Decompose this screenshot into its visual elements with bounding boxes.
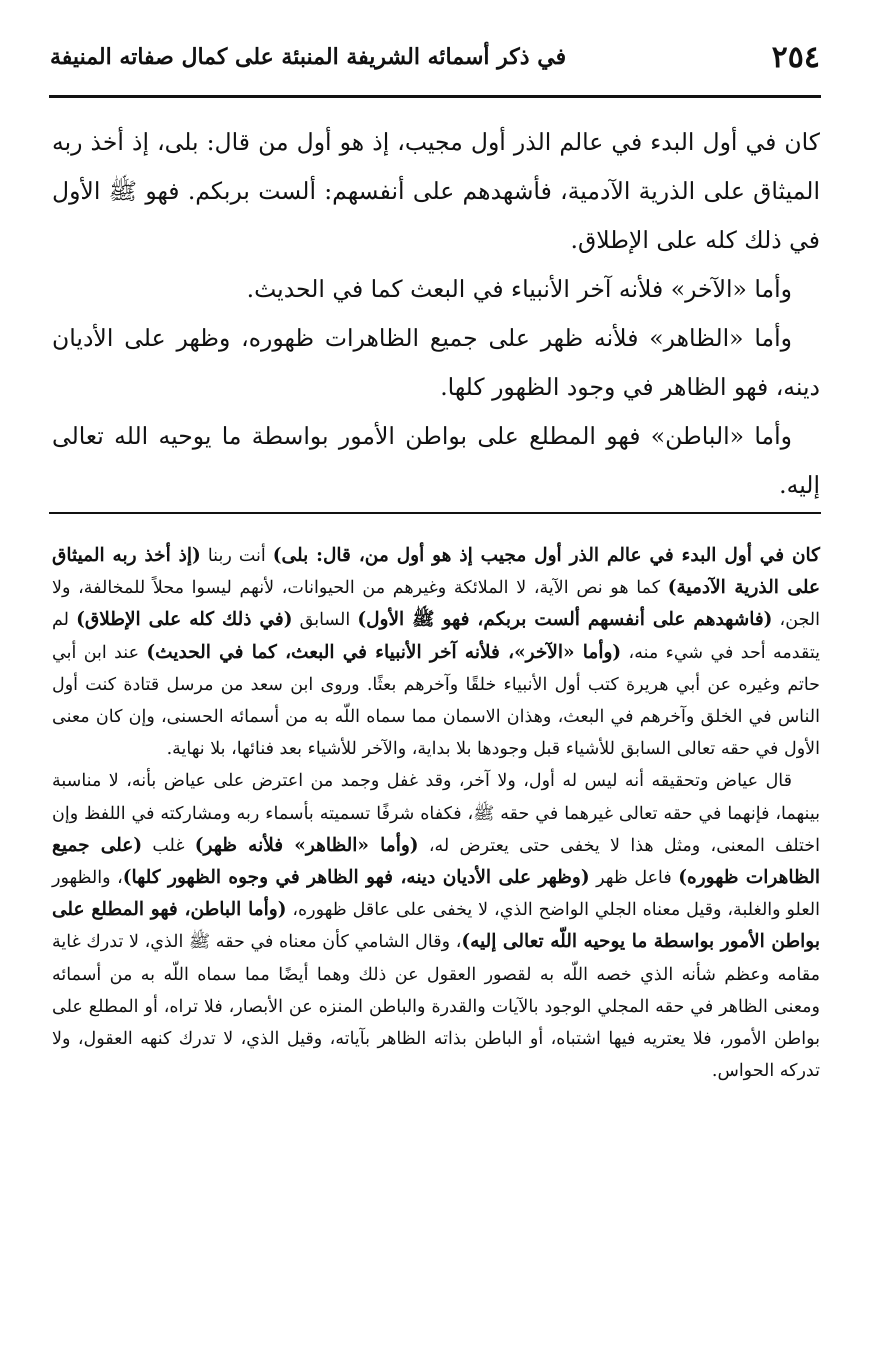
- quoted-main-text: كان في أول البدء في عالم الذر أول مجيب إذ هو أول من، قال: بلى): [272, 545, 820, 566]
- quoted-main-text: (وأما «الظاهر» فلأنه ظهر): [194, 834, 419, 856]
- main-paragraph: وأما «الآخر» فلأنه آخر الأنبياء في البعث كما في الحديث.: [246, 275, 792, 303]
- quoted-main-text: (فاشهدهم على أنفسهم ألست بربكم، فهو ﷺ الأول): [357, 609, 773, 631]
- commentary-text: ، وقال الشامي كأن معناه في حقه ﷺ الذي، لا تدرك غاية مقامه وعظم شأنه الذي خصه اللّه به لقصور العقول عن ذلك وهما أيضًا مما سماه اللّه به من أسمائه ومعنى الظاهر في حقه المجلي الوجود بالآيات والقدرة والباطن المنزه عن الأبصار، فلا تراه، أو المطلع على بواطن الأمور، فلا يعتريه فيها اشتباه، أو الباطن بذاته الظاهر بآياته، وقيل الذي، لا تدرك كنهه العقول، ولا تدركه الحواس.: [52, 932, 820, 1082]
- commentary-text: لم يتقدمه أحد في شيء منه،: [52, 610, 820, 663]
- commentary-text: عند ابن أبي حاتم وغيره عن أبي هريرة كتب أول الأنبياء خلقًا وآخرهم بعثًا. وروى ابن سعد من مرسل قتادة كنت أول الناس في الخلق وآخرهم في البعث، وهذان الاسمان مما سماه اللّه به من أسمائه الحسنى، وإن كان معنى الأول في حقه تعالى السابق للأشياء قبل وجودها بلا بداية، والآخر للأشياء بعد فنائها، بلا نهاية.: [52, 642, 820, 760]
- quoted-main-text: (وأما «الآخر»، فلأنه آخر الأنبياء في البعث، كما في الحديث): [146, 641, 622, 663]
- commentary-text: السابق: [292, 610, 358, 631]
- running-title: في ذكر أسمائه الشريفة المنبئة على كمال صفاته المنيفة: [50, 44, 567, 70]
- commentary-paragraph: [52, 765, 820, 1087]
- main-paragraph: وأما «الظاهر» فلأنه ظهر على جميع الظاهرات ظهوره، وظهر على الأديان دينه، فهو الظاهر في وجود الظهور كلها.: [52, 324, 820, 401]
- commentary-text: غلب: [142, 835, 195, 856]
- commentary-paragraph: [52, 540, 820, 765]
- page-number: ٢٥٤: [771, 39, 820, 75]
- page-header: [50, 32, 820, 82]
- quoted-main-text: (على جميع الظاهرات ظهوره): [52, 834, 820, 889]
- commentary: [52, 540, 820, 1087]
- quoted-main-text: (وظهر على الأديان دينه، فهو الظاهر في وجوه الظهور كلها): [122, 867, 590, 889]
- section-divider: [49, 512, 821, 514]
- quoted-main-text: (في ذلك كله على الإطلاق): [76, 609, 293, 631]
- header-rule: [49, 95, 821, 98]
- commentary-text: فاعل ظهر: [589, 868, 679, 889]
- main-text: [52, 118, 820, 510]
- commentary-text: قال عياض وتحقيقه أنه ليس له أول، ولا آخر، وقد غفل وجمد من اعترض على عياض بأنه، لا مناسبة بينهما، فإنهما في حقه تعالى غيرهما في حقه ﷺ، فكفاه شرفًا تسميته بأسماء ربه ومشاركته في اللفظ وإن اختلف المعنى، ومثل هذا لا يخفى حتى يعترض له،: [52, 771, 820, 856]
- quoted-main-text: (إذ أخذ ربه الميثاق على الذرية الآدمية): [52, 545, 821, 599]
- main-paragraph: كان في أول البدء في عالم الذر أول مجيب، إذ هو أول من قال: بلى، إذ أخذ ربه الميثاق على الذرية الآدمية، فأشهدهم على أنفسهم: ألست بربكم. فهو ﷺ الأول في ذلك كله على الإطلاق.: [52, 128, 820, 254]
- quoted-main-text: (وأما الباطن، فهو المطلع على بواطن الأمور بواسطة ما يوحيه اللّه تعالى إليه): [52, 899, 820, 953]
- commentary-text: كما هو نص الآية، لا الملائكة وغيرهم من الحيوانات، لأنهم ليسوا محلاً للمخالفة، ولا الجن،: [52, 578, 821, 631]
- commentary-text: ، والظهور العلو والغلبة، وقيل معناه الجلي الواضح الذي، لا يخفى على عاقل ظهوره،: [52, 868, 820, 921]
- commentary-text: أنت ربنا: [200, 546, 273, 566]
- main-paragraph: وأما «الباطن» فهو المطلع على بواطن الأمور بواسطة ما يوحيه الله تعالى إليه.: [52, 422, 820, 499]
